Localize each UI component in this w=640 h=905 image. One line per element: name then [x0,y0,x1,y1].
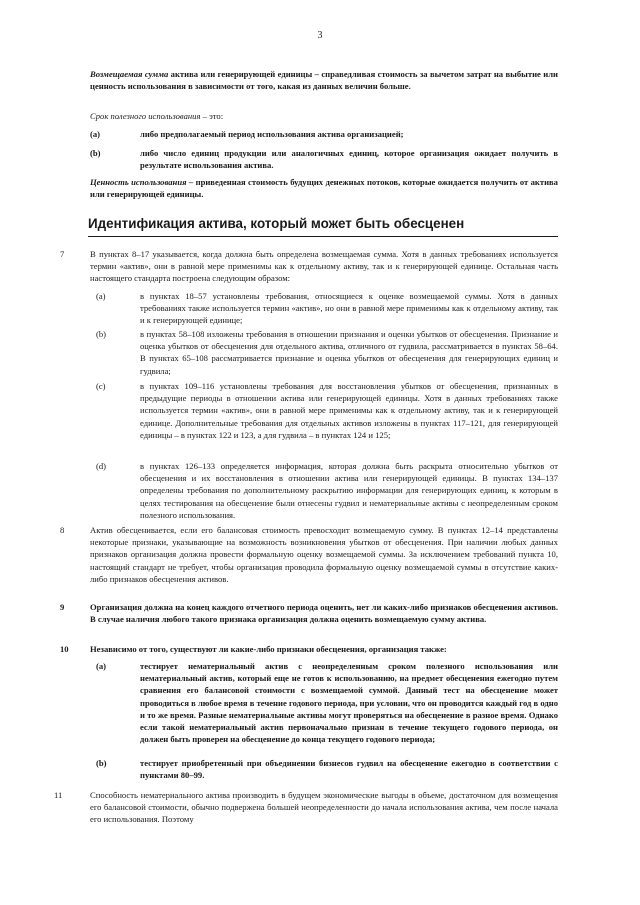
list-label: (a) [96,661,107,671]
list-label: (b) [96,758,107,768]
paragraph-text: Способность нематериального актива производить в будущем экономические выгоды в объеме, достаточном для возмещения его балансовой стоимости, обычно подвержена большей неопределенности до начала использования актива, чем после начала его использования. Поэтому [90,790,558,825]
list-item-text: в пунктах 109–116 установлены требования для восстановления убытков от обесценения, признанных в предыдущие периоды в отношении актива или генерирующей единицы. Хотя в данных требованиях также используется термин «актив», они в равной мере применимы как к отдельному активу, так и к генерирующей единице. Дополнительные требования для отдельных активов изложены в пунктах 117–121, для генерирующей единицы – в пунктах 122 и 123, а для гудвила – в пунктах 124 и 125; [140,381,558,440]
list-label: (a) [96,291,106,301]
list-item-text: в пунктах 126–133 определяется информация, которая должна быть раскрыта относительно убытков от обесценения и их восстановления в отношении актива или генерирующей единицы. В пунктах 134–137 определены требования по дополнительному раскрытию информации для генерирующих единиц, к которым в целях тестирования на обесценение были отнесены гудвил и нематериальные активы с неопределенным сроком полезного использования. [140,461,558,520]
definition-term: Ценность использования [90,177,187,187]
paragraph-text: Независимо от того, существуют ли какие-либо признаки обесценения, организация также: [90,644,447,654]
paragraph-number: 9 [60,602,65,612]
paragraph-number: 7 [60,249,65,259]
paragraph-text: В пунктах 8–17 указывается, когда должна быть определена возмещаемая сумма. Хотя в данных требованиях используется термин «актив», они в равной мере применимы как к отдельному активу, так и к генерирующей единице. Остальная часть настоящего стандарта построена следующим образом: [90,249,558,284]
list-item-text: либо число единиц продукции или аналогичных единиц, которое организация ожидает получить в результате использования актива. [140,148,558,171]
paragraph-number: 11 [54,790,63,800]
definition-text: актива или генерирующей единицы – справедливая стоимость за вычетом затрат на выбытие или ценность использования в зависимости от того, какая из данных величин больше. [90,69,558,92]
paragraph-number: 10 [60,644,69,654]
list-label: (a) [90,129,101,139]
list-item-text: в пунктах 58–108 изложены требования в отношении признания и оценки убытков от обесценения. Признание и оценка убытков от обесценения для отдельного актива, отличного от гудвила, рассматривается в пунктах 58–64. В пунктах 65–108 рассматривается признание и оценка убытков от обесценения для генерирующих единиц и гудвила; [140,329,558,376]
list-label: (b) [96,329,107,339]
definition-term: Срок полезного использования [90,111,201,121]
paragraph-number: 8 [60,525,65,535]
definition-useful-life [90,110,558,122]
definition-value-in-use [90,176,558,200]
list-item-text: либо предполагаемый период использования актива организацией; [140,129,404,139]
list-item-text: в пунктах 18–57 установлены требования, относящиеся к оценке возмещаемой суммы. Хотя в данных требованиях также используется термин «актив», но они в равной мере применимы как к отдельному активу, так и к генерирующей единице; [140,291,558,326]
list-label: (d) [96,461,107,471]
paragraph-text: Актив обесценивается, если его балансовая стоимость превосходит возмещаемую сумму. В пунктах 12–14 представлены некоторые признаки, указывающие на возможность возникновения убытков от обесценения. При наличии любых данных признаков организация должна провести формальную оценку возмещаемой суммы. За исключением требований пункта 10, настоящий стандарт не требует, чтобы организация проводила формальную оценку возмещаемой суммы в отсутствие каких-либо признаков обесценения активов. [90,525,558,584]
section-heading: Идентификация актива, который может быть обесценен [88,216,465,231]
list-label: (c) [96,381,106,391]
list-item-text: тестирует приобретенный при объединении бизнесов гудвил на обесценение ежегодно в соответствии с пунктами 80–99. [140,758,558,781]
list-item-text: тестирует нематериальный актив с неопределенным сроком полезного использования или нематериальный актив, который еще не готов к использованию, на предмет обесценения ежегодно путем сравнения его балансовой стоимости с возмещаемой суммой. Данный тест на обесценение может проводиться в любое время в течение годового периода, при условии, что он проводится каждый год в одно и то же время. Разные нематериальные активы могут проверяться на обесценение в разное время. Однако если такой нематериальный актив первоначально признан в течение текущего годового периода, он должен быть проверен на обесценение до конца текущего годового периода; [140,661,558,745]
list-label: (b) [90,148,101,158]
definition-term: Возмещаемая сумма [90,69,169,79]
paragraph-text: Организация должна на конец каждого отчетного периода оценить, нет ли каких-либо признаков обесценения активов. В случае наличия любого такого признака организация должна оценить возмещаемую сумму актива. [90,602,558,625]
heading-rule [88,236,558,237]
page-number: 3 [317,30,323,41]
definition-text: – приведенная стоимость будущих денежных потоков, которые ожидается получить от актива или генерирующей единицы. [90,177,558,200]
definition-text: – это: [200,111,224,121]
definition-recoverable-amount [90,68,558,92]
